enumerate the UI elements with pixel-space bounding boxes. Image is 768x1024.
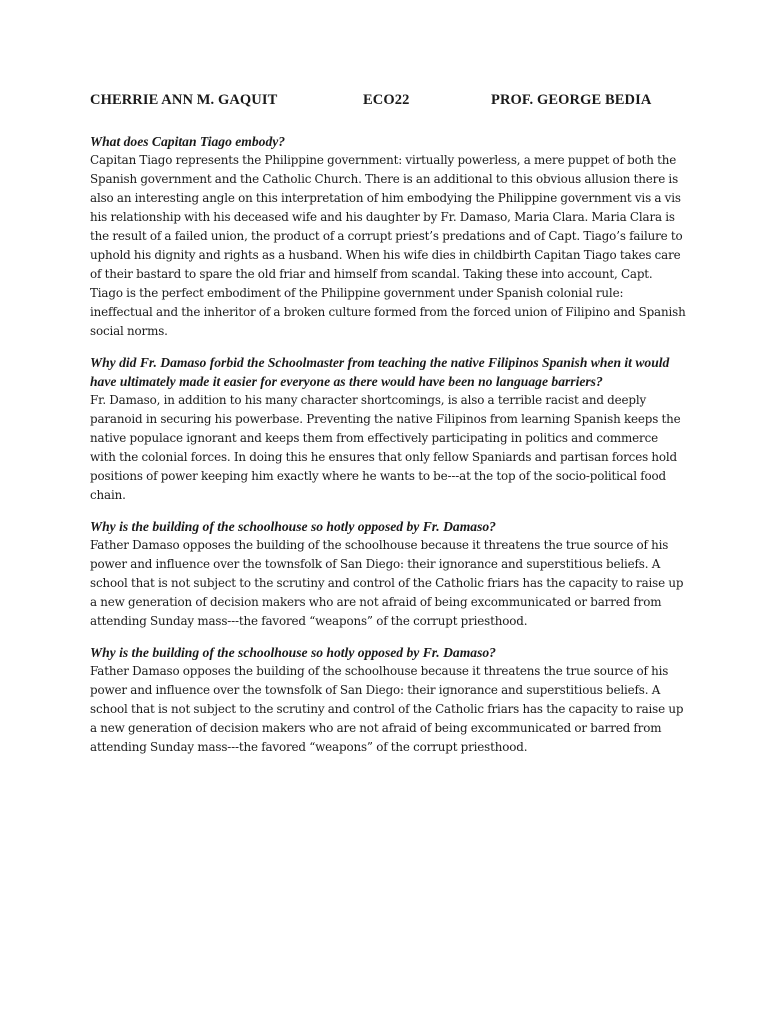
answer-1: Capitan Tiago represents the Philippine government: virtually powerless, a mere puppet of both the Spanish government and the Catholic Church. There is an additional to this obvious allusion there is also an interesting angle on this interpretation of him embodying the Philippine government vis a vis his relationship with his deceased wife and his daughter by Fr. Damaso, Maria Clara. Maria Clara is the result of a failed union, the product of a corrupt priest’s predations and of Capt. Tiago’s failure to uphold his dignity and rights as a husband. When his wife dies in childbirth Capitan Tiago takes care of their bastard to spare the old friar and himself from scandal. Taking these into account, Capt. Tiago is the perfect embodiment of the Philippine government under Spanish colonial rule: ineffectual and the inheritor of a broken culture formed from the forced union of Filipino and Spanish social norms. [90, 153, 686, 338]
document-page [90, 92, 686, 757]
qa-section-1 [90, 132, 686, 341]
question-1: What does Capitan Tiago embody? [90, 134, 286, 149]
question-3: Why is the building of the schoolhouse so hotly opposed by Fr. Damaso? [90, 519, 496, 534]
qa-section-4 [90, 643, 686, 757]
qa-section-2 [90, 353, 686, 505]
answer-2: Fr. Damaso, in addition to his many character shortcomings, is also a terrible racist and deeply paranoid in securing his powerbase. Preventing the native Filipinos from learning Spanish keeps the native populace ignorant and keeps them from effectively participating in politics and commerce with the colonial forces. In doing this he ensures that only fellow Spaniards and partisan forces hold positions of power keeping him exactly where he wants to be---at the top of the socio-political food chain. [90, 393, 681, 502]
student-name: CHERRIE ANN M. GAQUIT [90, 92, 278, 108]
document-header [90, 92, 686, 116]
question-2: Why did Fr. Damaso forbid the Schoolmaster from teaching the native Filipinos Spanish when it would have ultimately made it easier for everyone as there would have been no language barriers? [90, 355, 670, 389]
qa-section-3 [90, 517, 686, 631]
answer-3: Father Damaso opposes the building of the schoolhouse because it threatens the true source of his power and influence over the townsfolk of San Diego: their ignorance and superstitious beliefs. A school that is not subject to the scrutiny and control of the Catholic friars has the capacity to raise up a new generation of decision makers who are not afraid of being excommunicated or barred from attending Sunday mass---the favored “weapons” of the corrupt priesthood. [90, 538, 684, 628]
course-code: ECO22 [363, 92, 410, 108]
question-4: Why is the building of the schoolhouse so hotly opposed by Fr. Damaso? [90, 645, 496, 660]
answer-4: Father Damaso opposes the building of the schoolhouse because it threatens the true source of his power and influence over the townsfolk of San Diego: their ignorance and superstitious beliefs. A school that is not subject to the scrutiny and control of the Catholic friars has the capacity to raise up a new generation of decision makers who are not afraid of being excommunicated or barred from attending Sunday mass---the favored “weapons” of the corrupt priesthood. [90, 664, 684, 754]
professor-name: PROF. GEORGE BEDIA [491, 92, 652, 108]
